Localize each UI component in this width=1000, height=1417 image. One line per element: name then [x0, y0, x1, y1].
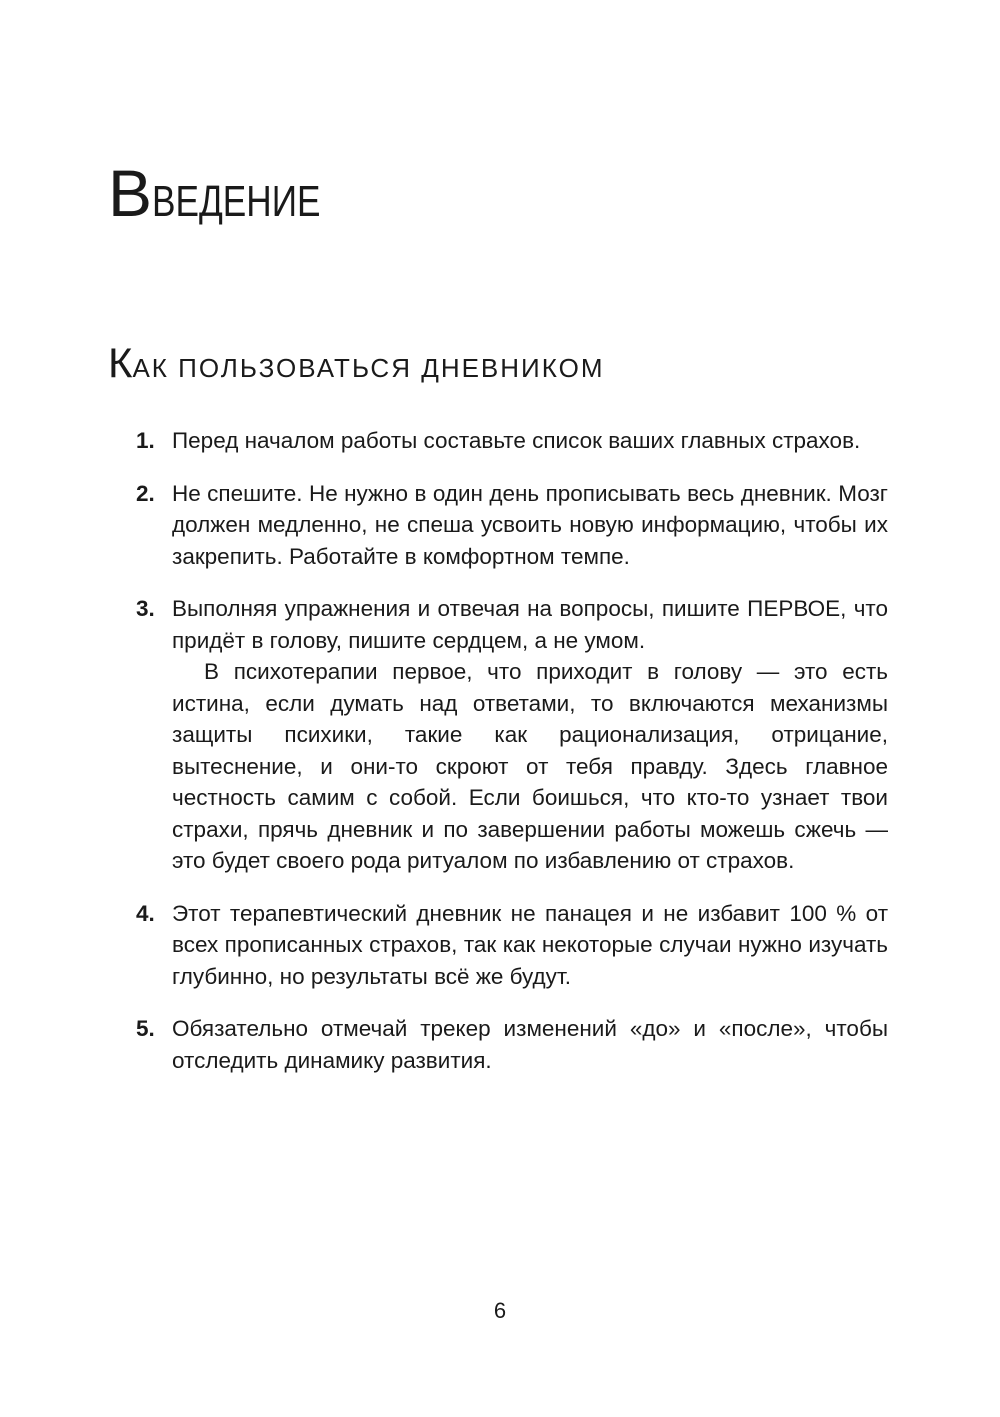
list-item-number: 4.	[136, 900, 155, 926]
list-item-text: Не спешите. Не нужно в один день прописывать весь дневник. Мозг должен медленно, не спеша усвоить новую информацию, чтобы их закрепить. Работайте в комфортном темпе.	[172, 480, 888, 569]
list-item-continuation: В психотерапии первое, что приходит в голову — это есть истина, если думать над ответами, то включаются механизмы защиты психики, такие как рационализация, отрицание, вытеснение, и они-то скроют от тебя правду. Здесь главное честность самим с собой. Если боишься, что кто-то узнает твои страхи, прячь дневник и по завершении работы можешь сжечь — это будет своего рода ритуалом по избавлению от страхов.	[172, 659, 888, 873]
chapter-title-rest: ВЕДЕНИЕ	[152, 177, 321, 226]
section-title-rest: АК ПОЛЬЗОВАТЬСЯ ДНЕВНИКОМ	[132, 353, 605, 383]
list-item-text: Перед началом работы составьте список ваших главных страхов.	[172, 428, 861, 453]
list-item-4	[136, 898, 888, 993]
page-number: 6	[493, 1298, 507, 1323]
list-item-text: Выполняя упражнения и отвечая на вопросы, пишите ПЕРВОЕ, что придёт в голову, пишите сердцем, а не умом.	[172, 596, 888, 653]
list-item-number: 3.	[136, 596, 155, 621]
list-item-number: 2.	[136, 480, 155, 506]
list-item-5	[136, 1013, 888, 1076]
section-title-initial: К	[108, 339, 133, 386]
list-item-number: 5.	[136, 1016, 155, 1041]
list-item-text: Этот терапевтический дневник не панацея и не избавит 100 % от всех прописанных страхов, так как некоторые случаи нужно изучать глубинно, но результаты всё же будут.	[172, 900, 888, 989]
instructions-list	[136, 425, 888, 1097]
list-item-number: 1.	[136, 428, 155, 453]
chapter-title-initial: В	[108, 156, 153, 230]
list-item-2	[136, 478, 888, 573]
list-item-3	[136, 593, 888, 877]
list-item-1	[136, 425, 888, 457]
section-title	[108, 339, 605, 386]
list-item-text: Обязательно отмечай трекер изменений «до» и «после», чтобы отследить динамику развития.	[172, 1016, 888, 1073]
chapter-title	[108, 156, 363, 230]
